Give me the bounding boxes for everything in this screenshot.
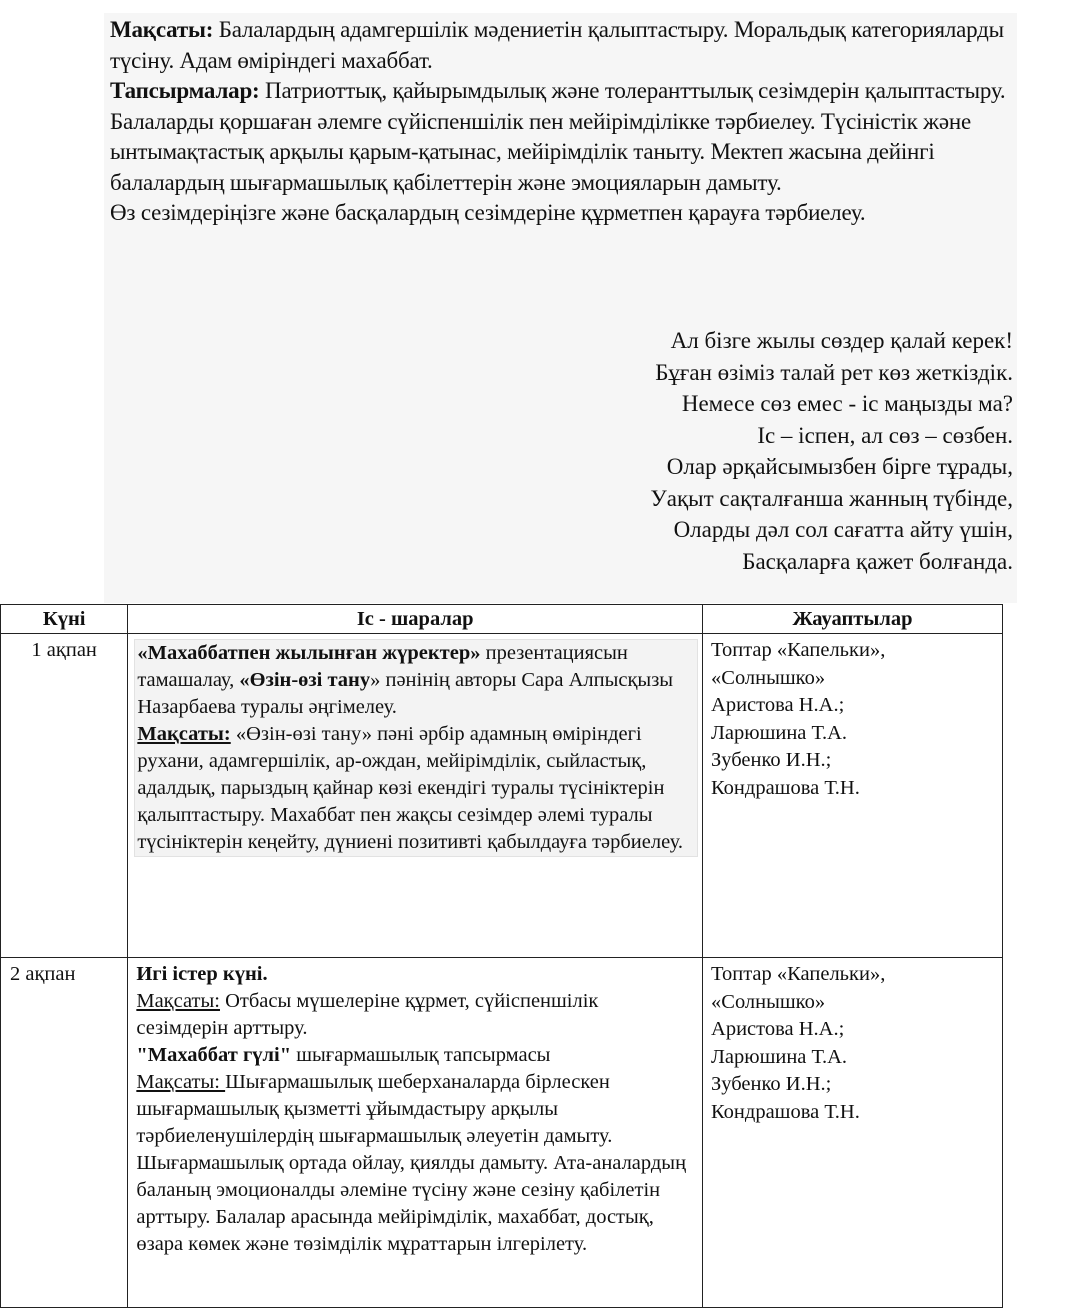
event-title: «Махаббатпен жылынған жүректер» <box>137 642 481 664</box>
responsible-cell <box>703 958 1003 1308</box>
events-cell <box>128 634 703 958</box>
responsible-line: Ларюшина Т.А. <box>711 721 848 744</box>
goal-paragraph <box>110 15 1009 76</box>
responsible-line: Топтар «Капельки», <box>711 963 886 985</box>
date-cell: 1 ақпан <box>1 634 128 958</box>
header-events: Іс - шаралар <box>128 605 703 634</box>
goal-text: Отбасы мүшелеріне құрмет, сүйіспеншілік сезімдерін арттыру. <box>136 990 599 1039</box>
events-cell <box>128 958 703 1308</box>
poem-line: Уақыт сақталғанша жанның түбінде, <box>650 485 1013 511</box>
goal-label: Мақсаты: <box>110 17 214 42</box>
responsible-line: Топтар «Капельки», <box>711 639 886 661</box>
responsible-line: Кондрашова Т.Н. <box>711 776 860 799</box>
poem <box>651 325 1013 577</box>
event-text: презентациясын тамашалау, <box>137 642 628 691</box>
responsible-line: Кондрашова Т.Н. <box>711 1100 860 1123</box>
table-row <box>1 958 1003 1308</box>
goal-label: Мақсаты: <box>137 723 231 745</box>
poem-line: Іс – іспен, ал сөз – сөзбен. <box>757 422 1013 448</box>
goal-label: Мақсаты: <box>136 990 220 1012</box>
responsible-line: Зубенко И.Н.; <box>711 1073 832 1095</box>
responsible-cell <box>703 634 1003 958</box>
subject-name: «Өзін-өзі тану <box>239 669 371 691</box>
poem-line: Ал бізге жылы сөздер қалай керек! <box>670 328 1013 353</box>
event-title: Игі істер күні. <box>136 963 268 985</box>
extra-paragraph: Өз сезімдеріңізге және басқалардың сезімдеріне құрметпен қарауға тәрбиелеу. <box>110 200 866 225</box>
event-text: » пәнінің авторы Сара Алпысқызы Назарбаева туралы әңгімелеу. <box>137 669 674 718</box>
responsible-line: «Солнышко» <box>711 666 826 689</box>
poem-line: Немесе сөз емес - іс маңызды ма? <box>681 391 1013 416</box>
poem-line: Олар әрқайсымызбен бірге тұрады, <box>666 454 1013 479</box>
header-responsible: Жауаптылар <box>703 605 1003 634</box>
poem-line: Бұған өзіміз талай рет көз жеткіздік. <box>655 359 1013 385</box>
responsible-line: Аристова Н.А.; <box>711 1018 845 1040</box>
date-cell: 2 ақпан <box>1 958 128 1308</box>
intro-section <box>104 13 1017 603</box>
responsible-line: Ларюшина Т.А. <box>711 1045 848 1068</box>
header-date: Күні <box>1 605 128 634</box>
tasks-paragraph <box>110 76 1009 198</box>
tasks-text: Патриоттық, қайырымдылық және толеранттылық сезімдерін қалыптастыру. Балаларды қоршаған әлемге сүйіспеншілік пен мейірімділікке тәрбиелеу. Түсіністік және ынтымақтастық арқылы қарым-қатынас, мейірімділік таныту. Мектеп жасына дейінгі балалардың шығармашылық қабілеттерін және эмоцияларын дамыту. <box>110 78 1006 195</box>
task-text: шығармашылық тапсырмасы <box>291 1044 551 1066</box>
table-row <box>1 634 1003 958</box>
table-header-row <box>1 605 1003 634</box>
responsible-line: Зубенко И.Н.; <box>711 749 832 771</box>
responsible-line: «Солнышко» <box>711 990 826 1013</box>
events-table <box>0 604 1003 1308</box>
responsible-line: Аристова Н.А.; <box>711 694 845 716</box>
goal-label: Мақсаты: <box>136 1071 226 1093</box>
poem-line: Оларды дәл сол сағатта айту үшін, <box>673 517 1013 542</box>
goal-text: «Өзін-өзі тану» пәні әрбір адамның өміріндегі рухани, адамгершілік, ар-ождан, мейірімділік, сыйластық, адалдық, парыздың қайнар көзі екендігі туралы түсініктерін қалыптастыру. Махаббат пен жақсы сезімдер әлемі туралы түсініктерін кеңейту, дүниені позитивті қабылдауға тәрбиелеу. <box>137 723 684 853</box>
goal-text: Балалардың адамгершілік мәдениетін қалыптастыру. Моральдық категорияларды түсіну. Адам өміріндегі махаббат. <box>110 17 1004 73</box>
goal-text: Шығармашылық шеберханаларда бірлескен шығармашылық қызметті ұйымдастыру арқылы тәрбиеленушілердің шығармашылық әлеуетін дамыту. Шығармашылық ортада ойлау, қиялды дамыту. Ата-аналардың баланың эмоционалды әлеміне түсіну және сезіну қабілетін арттыру. Балалар арасында мейірімділік, махаббат, достық, өзара көмек және төзімділік мұраттарын ілгерілету. <box>136 1071 687 1255</box>
event-block <box>134 639 698 857</box>
poem-line: Басқаларға қажет болғанда. <box>742 548 1013 574</box>
task-title: "Махаббат гүлі" <box>136 1044 292 1066</box>
tasks-label: Тапсырмалар: <box>110 78 260 103</box>
